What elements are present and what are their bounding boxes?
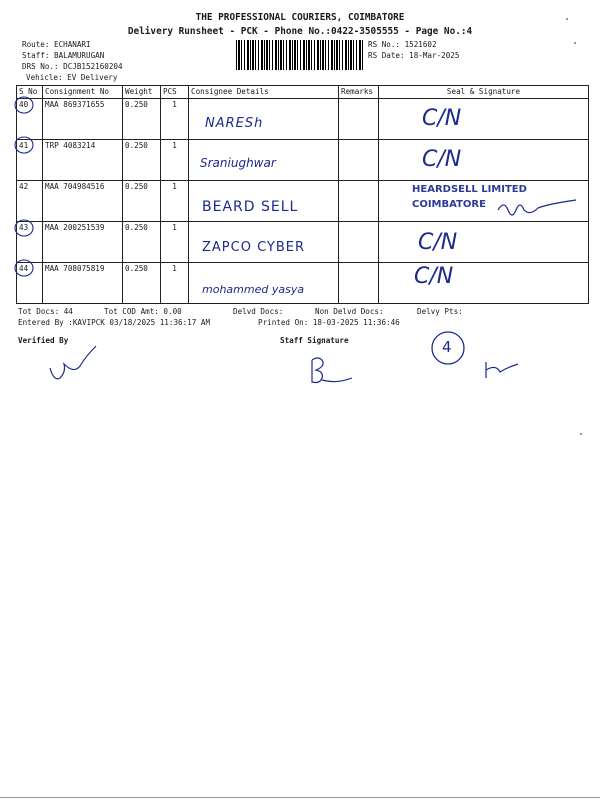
- staff-signature-label: Staff Signature: [280, 336, 349, 345]
- scan-speck: [574, 42, 576, 44]
- verified-by-label: Verified By: [18, 336, 69, 345]
- consignee-handwriting: NARESh: [205, 116, 264, 131]
- weight-cell: 0.250: [123, 222, 161, 263]
- col-header-consignment: Consignment No: [43, 86, 123, 99]
- vehicle-label: Vehicle: EV Delivery: [26, 73, 118, 82]
- consignment-cell: MAA 708075819: [43, 263, 123, 304]
- col-header-remarks: Remarks: [339, 86, 379, 99]
- consignment-cell: TRP 4083214: [43, 140, 123, 181]
- total-docs: Tot Docs: 44: [18, 307, 73, 316]
- consignee-handwriting: Sraniughwar: [200, 156, 276, 170]
- consignment-cell: MAA 869371655: [43, 99, 123, 140]
- weight-cell: 0.250: [123, 99, 161, 140]
- scan-speck: [566, 18, 568, 20]
- pcs-cell: 1: [161, 222, 189, 263]
- entered-by: Entered By :KAVIPCK 03/18/2025 11:36:17 AM: [18, 318, 211, 327]
- sno-cell: 43: [17, 222, 43, 263]
- pcs-cell: 1: [161, 181, 189, 222]
- sno-cell: 42: [17, 181, 43, 222]
- sno-circle-mark: [15, 137, 33, 153]
- consignee-handwriting: BEARD SELL: [202, 199, 299, 215]
- sno-circle-mark: [15, 260, 33, 276]
- consignee-handwriting: ZAPCO CYBER: [202, 240, 306, 255]
- drs-label: DRS No.: DCJB152160204: [22, 62, 123, 71]
- scan-speck: [580, 433, 582, 435]
- total-cod-amount: Tot COD Amt: 0.00: [104, 307, 182, 316]
- right-signature-mark: [486, 362, 518, 378]
- company-seal-stamp: HEARDSELL LIMITED COIMBATORE: [412, 184, 527, 210]
- seal-handwriting: C/N: [422, 147, 462, 172]
- weight-cell: 0.250: [123, 181, 161, 222]
- weight-cell: 0.250: [123, 263, 161, 304]
- col-header-weight: Weight: [123, 86, 161, 99]
- seal-handwriting: C/N: [414, 264, 454, 289]
- staff-signature-mark: [312, 358, 352, 383]
- col-header-pcs: PCS: [161, 86, 189, 99]
- pcs-cell: 1: [161, 99, 189, 140]
- sno-circle-mark: [15, 97, 33, 113]
- sno-cell: 41: [17, 140, 43, 181]
- sno-circle-mark: [15, 220, 33, 236]
- sno-cell: 40: [17, 99, 43, 140]
- staff-label: Staff: BALAMURUGAN: [22, 51, 105, 60]
- pcs-cell: 1: [161, 140, 189, 181]
- delivery-points: Delvy Pts:: [417, 307, 463, 316]
- col-header-consignee: Consignee Details: [189, 86, 339, 99]
- sno-cell: 44: [17, 263, 43, 304]
- consignment-cell: MAA 704984516: [43, 181, 123, 222]
- col-header-seal: Seal & Signature: [379, 86, 589, 99]
- consignment-cell: MAA 200251539: [43, 222, 123, 263]
- rs-date: RS Date: 18-Mar-2025: [368, 51, 460, 60]
- delivered-docs: Delvd Docs:: [233, 307, 284, 316]
- printed-on: Printed On: 18-03-2025 11:36:46: [258, 318, 400, 327]
- col-header-sno: S No: [17, 86, 43, 99]
- circled-mark: 4: [442, 338, 452, 356]
- pcs-cell: 1: [161, 263, 189, 304]
- page-edge-line: [0, 797, 600, 798]
- weight-cell: 0.250: [123, 140, 161, 181]
- rs-number: RS No.: 1521602: [368, 40, 437, 49]
- non-delivered-docs: Non Delvd Docs:: [315, 307, 384, 316]
- seal-handwriting: C/N: [418, 230, 458, 255]
- company-title: THE PROFESSIONAL COURIERS, COIMBATORE: [195, 12, 405, 23]
- seal-handwriting: C/N: [422, 106, 462, 131]
- consignee-handwriting: mohammed yasya: [202, 283, 305, 296]
- verified-signature: [50, 346, 96, 379]
- route-label: Route: ECHANARI: [22, 40, 91, 49]
- runsheet-subtitle: Delivery Runsheet - PCK - Phone No.:0422-3505555 - Page No.:4: [127, 26, 473, 37]
